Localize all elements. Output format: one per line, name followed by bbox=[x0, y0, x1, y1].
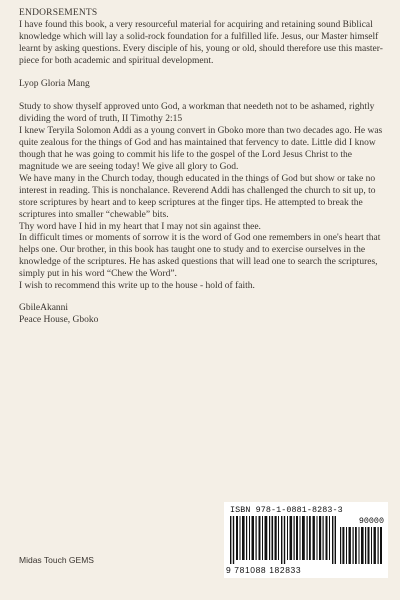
paragraph-psalm-quote: Thy word have I hid in my heart that I may not sin against thee. bbox=[19, 221, 261, 232]
barcode-digits: 9 781088 182833 bbox=[226, 565, 302, 575]
price-code: 90000 bbox=[358, 516, 384, 526]
price-addon-bars bbox=[340, 527, 382, 564]
paragraph-difficult-times: In difficult times or moments of sorrow it is the word of God one remembers in one's heart that helps one. Our brother, in this book has taught one to study and to exercise ourselves in the knowledge of the scriptures. He has asked questions that will lead one to search the scriptures, simply put in his word “Chew the Word”. bbox=[19, 233, 381, 280]
isbn-barcode bbox=[224, 502, 388, 578]
barcode-bars bbox=[230, 516, 336, 564]
isbn-number: ISBN 978-1-0881-8283-3 bbox=[230, 505, 343, 515]
endorsements-text bbox=[19, 8, 385, 327]
endorsement-2-location: Peace House, Gboko bbox=[19, 314, 99, 325]
publisher-name: Midas Touch GEMS bbox=[19, 555, 94, 565]
endorsement-2-author: GbileAkanni bbox=[19, 302, 69, 313]
heading: ENDORSEMENTS bbox=[19, 8, 98, 18]
paragraph-knew-author: I knew Teryila Solomon Addi as a young convert in Gboko more than two decades ago. He was quite zealous for the things of God and has maintained that fervency to date. Little did I know though that he was going to commit his life to the gospel of the Lord Jesus Christ to the magnitude we are seeing today! We give all glory to God. bbox=[19, 126, 383, 172]
bible-verse-quote: Study to show thyself approved unto God, a workman that needeth not to be ashamed, rightly dividing the word of truth, II Timothy 2:15 bbox=[19, 102, 375, 125]
paragraph-church-reading: We have many in the Church today, though educated in the things of God but show or take no interest in reading. This is nonchalance. Reverend Addi has challenged the church to sit up, to store scriptures by heart and to keep scriptures at the finger tips. He attempted to break the scriptures into smaller “chewable” bits. bbox=[19, 173, 376, 220]
endorsement-1-text: I have found this book, a very resourceful material for acquiring and retaining sound Biblical knowledge which will lay a solid-rock foundation for a fulfilled life. Jesus, our Master himself learnt by asking questions. Every disciple of his, young or old, should therefore use this master-piece for both academic and spiritual development. bbox=[19, 19, 383, 66]
paragraph-recommendation: I wish to recommend this write up to the house - hold of faith. bbox=[19, 281, 255, 292]
endorsement-1-author: Lyop Gloria Mang bbox=[19, 79, 90, 90]
